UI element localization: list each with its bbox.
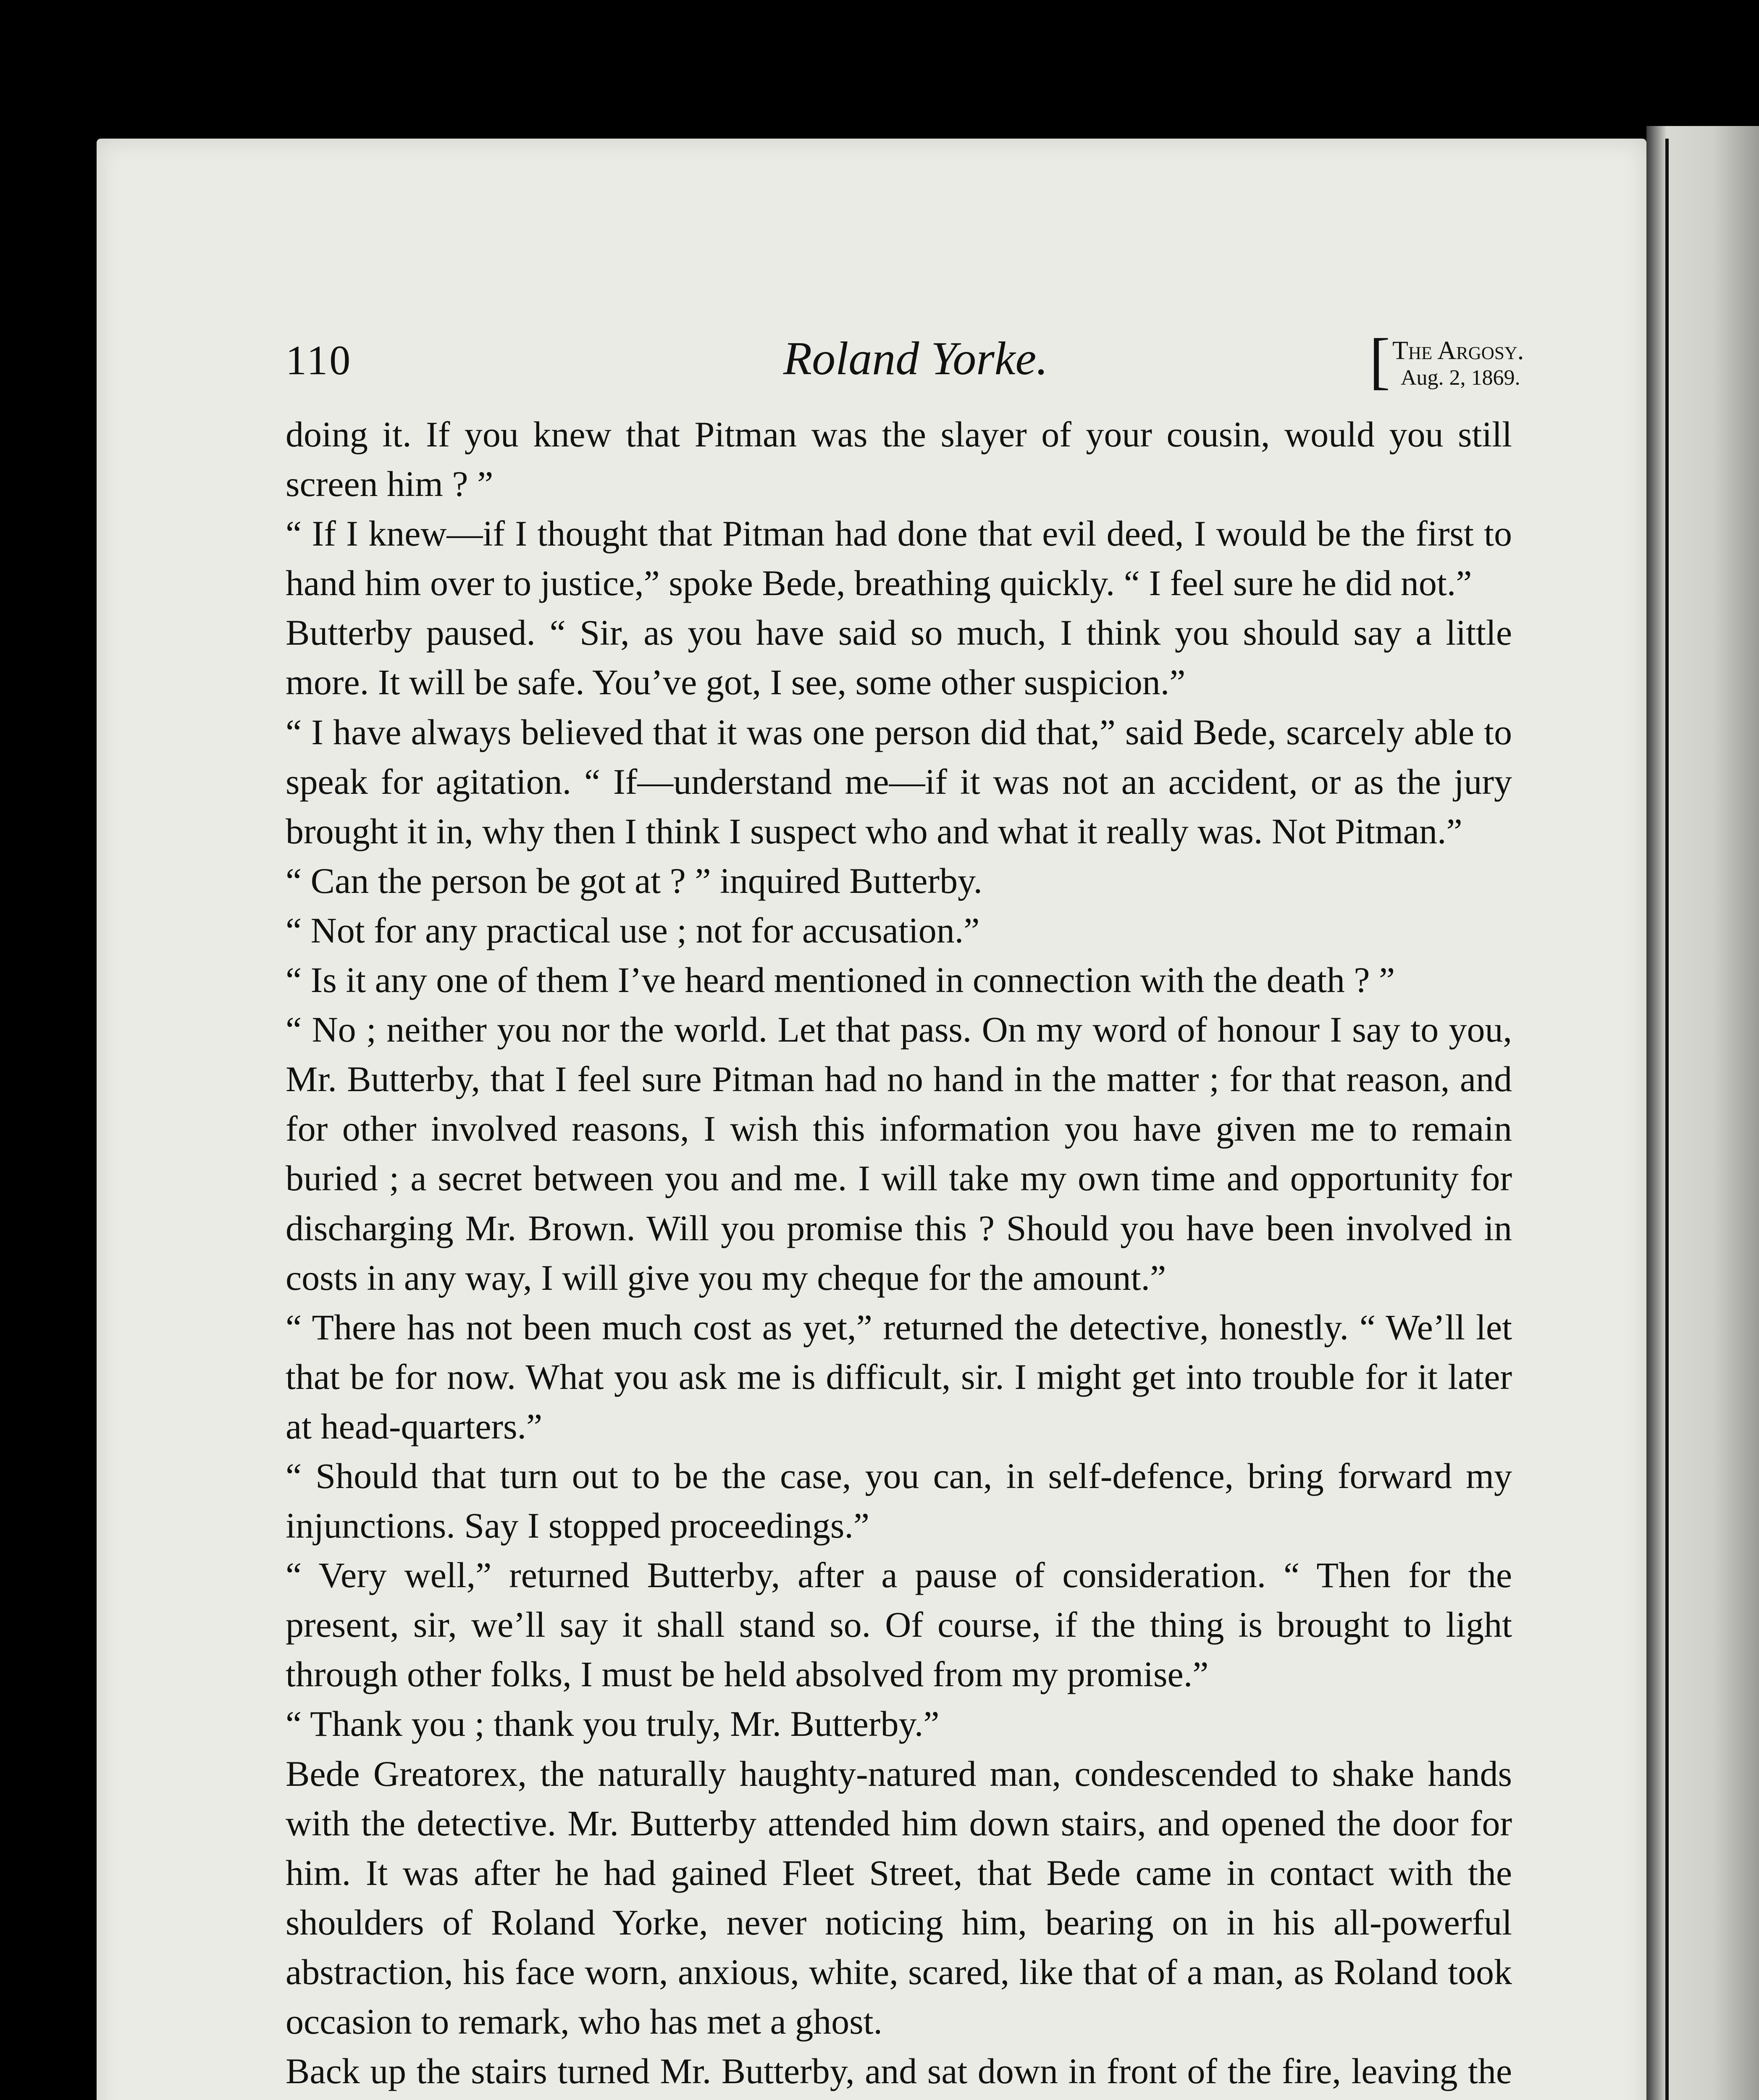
- page-header: [286, 319, 1546, 403]
- paragraph: “ Should that turn out to be the case, you can, in self-defence, bring forward my injunctions. Say I stopped proceedings.”: [286, 1455, 1512, 1546]
- facing-page-edge: [1646, 126, 1759, 2100]
- page-number: 110: [286, 337, 352, 383]
- paragraph: “ I have always believed that it was one person did that,” said Bede, scarcely able to speak for agitation. “ If—understand me—if it was not an accident, or as the jury brought it in, why then I think I suspect who and what it really was. Not Pitman.”: [286, 711, 1512, 851]
- paragraph: “ There has not been much cost as yet,” returned the detective, honestly. “ We’ll let that be for now. What you ask me is difficult, sir. I might get into trouble for it later at head-quarters.”: [286, 1307, 1512, 1446]
- issue-reference: [1369, 328, 1546, 395]
- paragraph: Back up the stairs turned Mr. Butterby, and sat down in front of the fire, leaving the: [286, 2051, 1512, 2092]
- paragraph: “ Is it any one of them I’ve heard mentioned in connection with the death ? ”: [286, 960, 1395, 1000]
- issue-date: Aug. 2, 1869.: [1401, 366, 1520, 390]
- paragraph: doing it. If you knew that Pitman was the slayer of your cousin, would you still screen him ? ”: [286, 414, 1512, 504]
- paragraph: “ Very well,” returned Butterby, after a pause of consideration. “ Then for the present, sir, we’ll say it shall stand so. Of course, if the thing is brought to light through other folks, I must be held absolved from my promise.”: [286, 1555, 1512, 1695]
- paragraph: “ Thank you ; thank you truly, Mr. Butterby.”: [286, 1704, 940, 1744]
- paragraph: Butterby paused. “ Sir, as you have said so much, I think you should say a little more. It will be safe. You’ve got, I see, some other suspicion.”: [286, 612, 1512, 703]
- issue-bracket: [: [1369, 326, 1390, 396]
- paragraph: “ Not for any practical use ; not for accusation.”: [286, 910, 980, 950]
- paragraph: “ No ; neither you nor the world. Let that pass. On my word of honour I say to you, Mr. Butterby, that I feel sure Pitman had no hand in the matter ; for that reason, and for other involved reasons, I wish this information you have given me to remain buried ; a secret between you and me. I will take my own time and opportunity for discharging Mr. Brown. Will you promise this ? Should you have been involved in costs in any way, I will give you my cheque for the amount.”: [286, 1009, 1512, 1298]
- paragraph: Bede Greatorex, the naturally haughty-natured man, condescended to shake hands with the detective. Mr. Butterby attended him down stairs, and opened the door for him. It was after he had gained Fleet Street, that Bede came in contact with the shoulders of Roland Yorke, never noticing him, bearing on in his all-powerful abstraction, his face worn, anxious, white, scared, like that of a man, as Roland took occasion to remark, who has met a ghost.: [286, 1753, 1512, 2042]
- paragraph: “ Can the person be got at ? ” inquired Butterby.: [286, 860, 982, 901]
- running-title: Roland Yorke.: [783, 333, 1048, 385]
- body-text: [286, 410, 1512, 2100]
- magazine-name: The Argosy.: [1392, 336, 1524, 365]
- page-edge-shadow: [1665, 139, 1669, 2100]
- paragraph: “ If I knew—if I thought that Pitman had done that evil deed, I would be the first to hand him over to justice,” spoke Bede, breathing quickly. “ I feel sure he did not.”: [286, 513, 1512, 604]
